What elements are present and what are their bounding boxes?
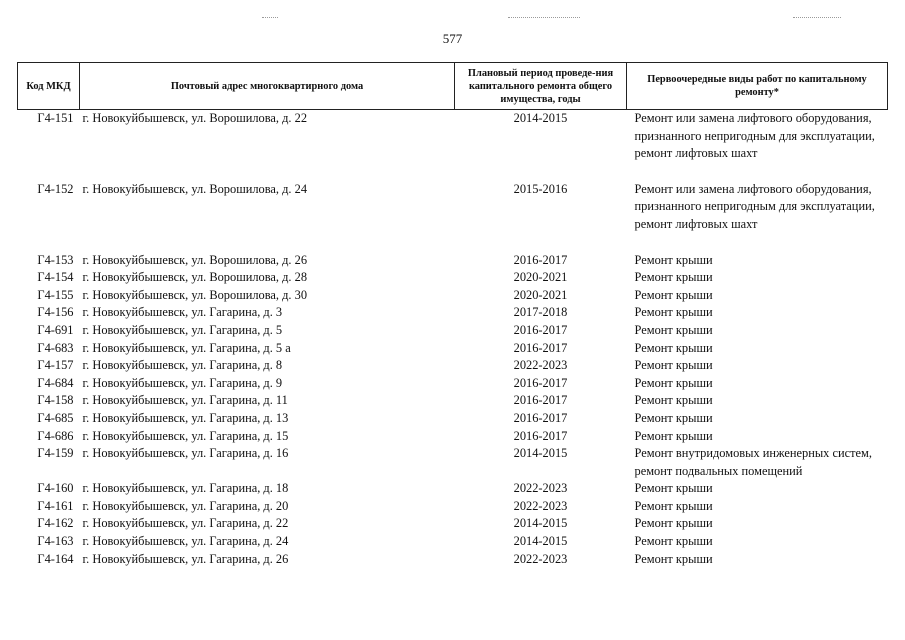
row-spacer <box>18 234 888 252</box>
table-row <box>18 340 888 358</box>
row-works: Ремонт крыши <box>634 428 713 443</box>
row-period: 2017-2018 <box>513 305 568 320</box>
row-period: 2014-2015 <box>513 534 568 549</box>
row-code: Г4-686 <box>37 428 74 443</box>
row-address: г. Новокуйбышевск, ул. Гагарина, д. 9 <box>82 375 283 390</box>
row-address: г. Новокуйбышевск, ул. Ворошилова, д. 26 <box>82 252 308 267</box>
table-row <box>18 533 888 551</box>
row-works: Ремонт внутридомовых инженерных систем, ремонт подвальных помещений <box>634 446 872 478</box>
housing-registry-table <box>17 62 888 568</box>
row-works: Ремонт крыши <box>634 270 713 285</box>
row-works: Ремонт крыши <box>634 340 713 355</box>
row-works: Ремонт крыши <box>634 358 713 373</box>
row-period: 2016-2017 <box>513 410 568 425</box>
row-spacer-cell <box>18 234 888 252</box>
row-address: г. Новокуйбышевск, ул. Гагарина, д. 15 <box>82 428 289 443</box>
row-period: 2022-2023 <box>513 358 568 373</box>
row-code: Г4-159 <box>37 446 74 461</box>
row-period: 2016-2017 <box>513 375 568 390</box>
row-period: 2016-2017 <box>513 428 568 443</box>
table-row <box>18 392 888 410</box>
row-works: Ремонт крыши <box>634 534 713 549</box>
table-row <box>18 410 888 428</box>
row-address: г. Новокуйбышевск, ул. Гагарина, д. 20 <box>82 498 289 513</box>
row-address: г. Новокуйбышевск, ул. Ворошилова, д. 28 <box>82 270 308 285</box>
table-row <box>18 252 888 270</box>
scan-mark-left <box>262 17 278 18</box>
row-code: Г4-683 <box>37 340 74 355</box>
row-address: г. Новокуйбышевск, ул. Гагарина, д. 8 <box>82 358 283 373</box>
row-period: 2014-2015 <box>513 111 568 125</box>
row-address: г. Новокуйбышевск, ул. Гагарина, д. 18 <box>82 481 289 496</box>
row-period: 2016-2017 <box>513 393 568 408</box>
row-works: Ремонт крыши <box>634 498 713 513</box>
table-row <box>18 480 888 498</box>
row-period: 2016-2017 <box>513 252 568 267</box>
row-period: 2014-2015 <box>513 446 568 461</box>
row-code: Г4-155 <box>37 287 74 302</box>
row-period: 2014-2015 <box>513 516 568 531</box>
row-code: Г4-157 <box>37 358 74 373</box>
row-address: г. Новокуйбышевск, ул. Ворошилова, д. 30 <box>82 287 308 302</box>
row-works: Ремонт или замена лифтового оборудования, признанного непригодным для эксплуатации, ремонт лифтовых шахт <box>634 111 875 161</box>
row-address: г. Новокуйбышевск, ул. Гагарина, д. 3 <box>82 305 283 320</box>
row-code: Г4-162 <box>37 516 74 531</box>
header-period: Плановый период проведе-ния капитального ремонта общего имущества, годы <box>455 63 627 110</box>
row-period: 2022-2023 <box>513 551 568 566</box>
row-period: 2020-2021 <box>513 287 568 302</box>
row-works: Ремонт крыши <box>634 481 713 496</box>
table-row <box>18 445 888 480</box>
row-code: Г4-685 <box>37 410 74 425</box>
row-code: Г4-164 <box>37 551 74 566</box>
row-works: Ремонт крыши <box>634 287 713 302</box>
row-works: Ремонт крыши <box>634 322 713 337</box>
row-code: Г4-160 <box>37 481 74 496</box>
table-row <box>18 181 888 234</box>
row-works: Ремонт крыши <box>634 516 713 531</box>
table-row <box>18 375 888 393</box>
row-address: г. Новокуйбышевск, ул. Ворошилова, д. 22 <box>82 111 308 125</box>
table-header-row <box>18 63 888 110</box>
row-works: Ремонт крыши <box>634 305 713 320</box>
scan-mark-right <box>793 17 841 18</box>
row-code: Г4-156 <box>37 305 74 320</box>
row-address: г. Новокуйбышевск, ул. Гагарина, д. 22 <box>82 516 289 531</box>
row-code: Г4-151 <box>37 111 74 125</box>
row-code: Г4-153 <box>37 252 74 267</box>
header-address: Почтовый адрес многоквартирного дома <box>80 63 455 110</box>
table-row <box>18 498 888 516</box>
row-works: Ремонт крыши <box>634 375 713 390</box>
table-row <box>18 551 888 569</box>
row-period: 2022-2023 <box>513 498 568 513</box>
row-code: Г4-691 <box>37 322 74 337</box>
row-address: г. Новокуйбышевск, ул. Гагарина, д. 13 <box>82 410 289 425</box>
row-spacer <box>18 163 888 181</box>
row-address: г. Новокуйбышевск, ул. Ворошилова, д. 24 <box>82 181 308 196</box>
row-address: г. Новокуйбышевск, ул. Гагарина, д. 16 <box>82 446 289 461</box>
row-works: Ремонт крыши <box>634 551 713 566</box>
row-code: Г4-152 <box>37 181 74 196</box>
row-code: Г4-154 <box>37 270 74 285</box>
row-address: г. Новокуйбышевск, ул. Гагарина, д. 5 а <box>82 340 291 355</box>
scan-mark-center <box>508 17 580 18</box>
row-period: 2020-2021 <box>513 270 568 285</box>
table-row <box>18 110 888 163</box>
table-row <box>18 515 888 533</box>
row-period: 2016-2017 <box>513 322 568 337</box>
table-row <box>18 322 888 340</box>
row-period: 2015-2016 <box>513 181 568 196</box>
row-works: Ремонт крыши <box>634 393 713 408</box>
row-code: Г4-684 <box>37 375 74 390</box>
row-code: Г4-158 <box>37 393 74 408</box>
row-spacer-cell <box>18 163 888 181</box>
table-row <box>18 304 888 322</box>
header-code: Код МКД <box>18 63 80 110</box>
row-address: г. Новокуйбышевск, ул. Гагарина, д. 24 <box>82 534 289 549</box>
header-works: Первоочередные виды работ по капитальному ремонту* <box>627 63 888 110</box>
table-row <box>18 287 888 305</box>
page-number: 577 <box>442 31 463 46</box>
row-period: 2016-2017 <box>513 340 568 355</box>
row-code: Г4-161 <box>37 498 74 513</box>
row-works: Ремонт крыши <box>634 410 713 425</box>
table-body <box>18 110 888 569</box>
table-row <box>18 357 888 375</box>
row-address: г. Новокуйбышевск, ул. Гагарина, д. 11 <box>82 393 288 408</box>
row-period: 2022-2023 <box>513 481 568 496</box>
row-address: г. Новокуйбышевск, ул. Гагарина, д. 5 <box>82 322 283 337</box>
row-address: г. Новокуйбышевск, ул. Гагарина, д. 26 <box>82 551 289 566</box>
row-works: Ремонт крыши <box>634 252 713 267</box>
row-works: Ремонт или замена лифтового оборудования, признанного непригодным для эксплуатации, ремонт лифтовых шахт <box>634 181 875 231</box>
row-code: Г4-163 <box>37 534 74 549</box>
table-row <box>18 428 888 446</box>
table-row <box>18 269 888 287</box>
